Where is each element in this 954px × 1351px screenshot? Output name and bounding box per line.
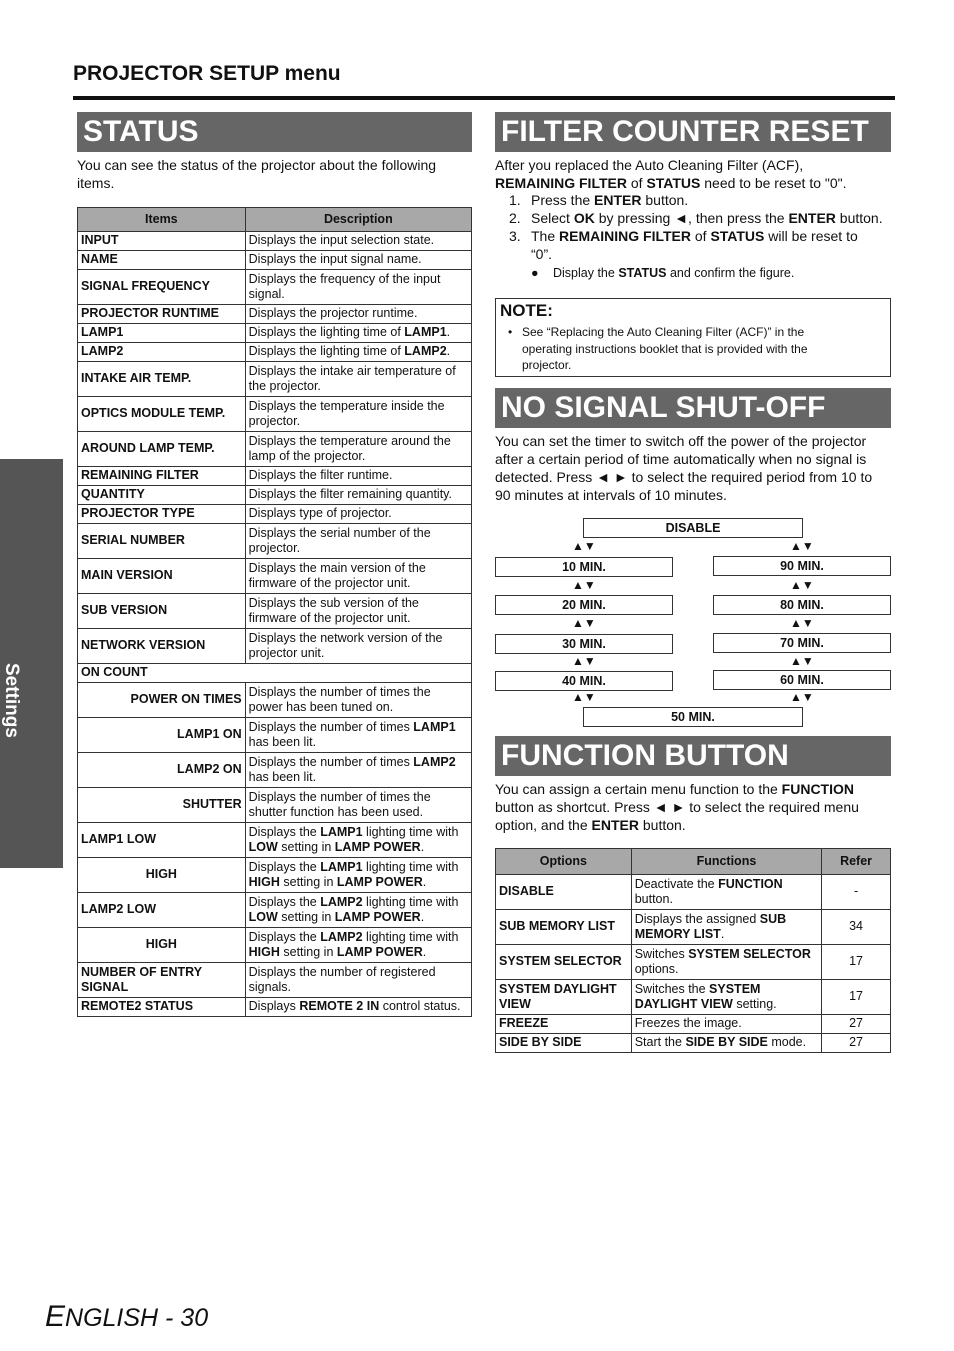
header-rule	[73, 96, 895, 100]
desc-text: setting in	[279, 875, 337, 889]
desc-bold: LAMP1	[413, 719, 456, 734]
up-down-arrows-icon: ▲▼	[572, 616, 596, 630]
function-heading: FUNCTION BUTTON	[495, 736, 891, 776]
function-desc	[631, 1015, 821, 1034]
function-option: SYSTEM DAYLIGHT VIEW	[496, 980, 632, 1015]
status-desc	[245, 343, 471, 362]
bullet-bold: STATUS	[618, 266, 667, 280]
function-intro-line2: button as shortcut. Press ◄ ► to select the required menu	[495, 799, 859, 815]
intro-text: You can assign a certain menu function to the	[495, 781, 782, 797]
status-item: MAIN VERSION	[78, 559, 246, 594]
desc-text: Displays the	[248, 859, 321, 874]
desc-bold: LOW	[248, 910, 278, 924]
filter-heading: FILTER COUNTER RESET	[495, 112, 891, 152]
diagram-box-50: 50 MIN.	[583, 707, 803, 727]
status-desc	[245, 823, 471, 858]
desc-text: lighting time with	[362, 824, 459, 839]
step-bold: STATUS	[710, 228, 765, 244]
desc-text: setting in	[277, 840, 335, 854]
step-bold: REMAINING FILTER	[559, 228, 691, 244]
status-desc: Displays the number of times the power has been tuned on.	[245, 683, 471, 718]
function-desc	[631, 980, 821, 1015]
diagram-box-left: 20 MIN.	[495, 595, 673, 615]
desc-text: Displays the lighting time of	[248, 325, 405, 340]
desc-text: control status.	[379, 999, 461, 1014]
status-desc: Displays the main version of the firmware of the projector unit.	[245, 559, 471, 594]
status-item: LAMP2 LOW	[78, 893, 246, 928]
desc-bold: LAMP1	[320, 824, 363, 839]
bullet-text: Display the	[553, 266, 619, 280]
desc-bold: LOW	[248, 840, 278, 854]
step-text: Select	[531, 210, 574, 226]
desc-text: lighting time with	[362, 859, 459, 874]
up-down-arrows-icon: ▲▼	[790, 690, 814, 704]
intro-bold: ENTER	[591, 817, 639, 833]
step-text: button.	[835, 210, 883, 226]
status-desc: Displays the input signal name.	[245, 251, 471, 270]
diagram-box-left: 30 MIN.	[495, 634, 673, 654]
desc-text: setting.	[732, 997, 777, 1011]
desc-text: lighting time with	[362, 894, 459, 909]
desc-text: .	[422, 945, 427, 959]
intro-text: option, and the	[495, 817, 592, 833]
status-item: LAMP1 ON	[78, 718, 246, 753]
footer-initial: E	[45, 1300, 66, 1333]
desc-bold: LAMP POWER	[336, 875, 423, 889]
nosignal-text: You can set the timer to switch off the power of the projector after a certain period of time automatically when no signal is detected. Press ◄ ► to select the required period from 10 to 90 minutes at intervals of 10 minutes.	[495, 433, 873, 503]
side-tab-label: Settings	[1, 663, 22, 738]
desc-text: Displays the number of times	[248, 754, 414, 769]
status-item: LAMP1 LOW	[78, 823, 246, 858]
status-desc: Displays the number of registered signals.	[245, 963, 471, 998]
status-item: LAMP2	[78, 343, 246, 362]
desc-text: Displays the	[248, 929, 321, 944]
desc-bold: HIGH	[248, 875, 280, 889]
desc-text: Freezes the image.	[634, 1016, 742, 1031]
step-text: button.	[641, 192, 689, 208]
status-item: POWER ON TIMES	[78, 683, 246, 718]
desc-bold: LAMP POWER	[334, 910, 421, 924]
filter-intro-line2	[495, 175, 891, 193]
step-number: 2.	[509, 210, 521, 226]
diagram-box-left: 10 MIN.	[495, 557, 673, 577]
status-item: INTAKE AIR TEMP.	[78, 362, 246, 397]
function-desc	[631, 910, 821, 945]
desc-bold: LAMP POWER	[336, 945, 423, 959]
status-item: HIGH	[78, 928, 246, 963]
status-col-description: Description	[245, 208, 471, 232]
desc-text: .	[422, 875, 427, 889]
status-desc: Displays the intake air temperature of the projector.	[245, 362, 471, 397]
intro-text: of	[626, 174, 647, 191]
step-number: 1.	[509, 192, 521, 208]
filter-step-3-line2: “0”.	[531, 246, 552, 262]
status-table	[77, 207, 472, 1017]
step-bold: OK	[573, 210, 595, 226]
up-down-arrows-icon: ▲▼	[572, 539, 596, 553]
desc-text: mode.	[767, 1035, 807, 1050]
function-option: SYSTEM SELECTOR	[496, 945, 632, 980]
function-desc	[631, 945, 821, 980]
footer-text: NGLISH - 30	[65, 1304, 209, 1332]
step-bold: ENTER	[594, 192, 642, 208]
desc-text: Displays the lighting time of	[248, 344, 405, 359]
status-col-items: Items	[78, 208, 246, 232]
function-option: SIDE BY SIDE	[496, 1034, 632, 1053]
desc-text: has been lit.	[248, 770, 317, 784]
bullet-text: and confirm the figure.	[666, 266, 795, 280]
desc-bold: LAMP2	[404, 344, 447, 359]
desc-bold: LAMP2	[413, 754, 456, 769]
filter-step-3	[509, 227, 894, 245]
desc-bold: FUNCTION	[718, 876, 783, 891]
filter-sub-bullet	[509, 264, 894, 282]
desc-bold: LAMP1	[404, 325, 447, 340]
status-item: REMOTE2 STATUS	[78, 998, 246, 1017]
desc-text: options.	[634, 962, 679, 976]
status-heading: STATUS	[77, 112, 472, 152]
filter-step-2	[509, 209, 894, 227]
filter-step-1	[509, 191, 894, 209]
up-down-arrows-icon: ▲▼	[790, 654, 814, 668]
status-item: PROJECTOR TYPE	[78, 505, 246, 524]
status-desc: Displays the filter runtime.	[245, 467, 471, 486]
filter-intro-line1: After you replaced the Auto Cleaning Filter (ACF),	[495, 157, 804, 173]
diagram-box-right: 90 MIN.	[713, 556, 891, 576]
status-item: INPUT	[78, 232, 246, 251]
diagram-box-right: 80 MIN.	[713, 595, 891, 615]
desc-bold: REMOTE 2 IN	[299, 999, 380, 1014]
desc-text: Displays the assigned	[634, 911, 760, 926]
filter-intro	[495, 157, 891, 192]
status-desc: Displays the number of times the shutter function has been used.	[245, 788, 471, 823]
desc-text: .	[420, 840, 425, 854]
status-desc	[245, 928, 471, 963]
desc-bold: LAMP2	[320, 929, 363, 944]
desc-text: setting in	[277, 910, 335, 924]
desc-bold: SUB MEMORY LIST	[634, 911, 787, 941]
desc-text: Deactivate the	[634, 876, 719, 891]
status-desc	[245, 858, 471, 893]
note-title: NOTE:	[500, 301, 553, 320]
up-down-arrows-icon: ▲▼	[790, 616, 814, 630]
note-line: operating instructions booklet that is provided with the	[522, 341, 808, 356]
intro-bold: REMAINING FILTER	[495, 174, 627, 191]
up-down-arrows-icon: ▲▼	[790, 539, 814, 553]
desc-text: .	[720, 927, 725, 941]
status-desc: Displays the temperature inside the projector.	[245, 397, 471, 432]
diagram-box-left: 40 MIN.	[495, 671, 673, 691]
status-desc: Displays the serial number of the projector.	[245, 524, 471, 559]
desc-text: Displays	[248, 999, 300, 1014]
function-col-refer: Refer	[822, 849, 891, 875]
status-item: QUANTITY	[78, 486, 246, 505]
status-item: NUMBER OF ENTRY SIGNAL	[78, 963, 246, 998]
function-refer: 17	[822, 945, 891, 980]
desc-bold: SYSTEM DAYLIGHT VIEW	[634, 981, 761, 1011]
function-desc	[631, 1034, 821, 1053]
intro-bold: STATUS	[646, 174, 701, 191]
status-item: HIGH	[78, 858, 246, 893]
status-desc: Displays the input selection state.	[245, 232, 471, 251]
function-intro-line1	[495, 780, 891, 798]
step-text: of	[690, 228, 711, 244]
step-text: will be reset to	[764, 228, 858, 244]
status-item: ON COUNT	[78, 664, 472, 683]
diagram-box-right: 60 MIN.	[713, 670, 891, 690]
status-item: SUB VERSION	[78, 594, 246, 629]
up-down-arrows-icon: ▲▼	[572, 690, 596, 704]
desc-text: button.	[634, 892, 673, 906]
page-footer	[45, 1300, 208, 1334]
desc-text: Displays the number of times	[248, 719, 414, 734]
filter-steps	[509, 191, 894, 282]
status-item: LAMP2 ON	[78, 753, 246, 788]
function-refer: 17	[822, 980, 891, 1015]
step-text: The	[531, 228, 560, 244]
desc-bold: HIGH	[248, 945, 280, 959]
function-col-options: Options	[496, 849, 632, 875]
status-desc: Displays the filter remaining quantity.	[245, 486, 471, 505]
desc-bold: LAMP2	[320, 894, 363, 909]
desc-text: .	[446, 325, 451, 340]
desc-bold: LAMP POWER	[334, 840, 421, 854]
function-option: DISABLE	[496, 875, 632, 910]
status-desc: Displays type of projector.	[245, 505, 471, 524]
desc-bold: SYSTEM SELECTOR	[688, 946, 811, 961]
desc-text: Switches the	[634, 981, 710, 996]
desc-text: has been lit.	[248, 735, 317, 749]
desc-text: .	[446, 344, 451, 359]
status-item: REMAINING FILTER	[78, 467, 246, 486]
function-refer: -	[822, 875, 891, 910]
status-desc: Displays the sub version of the firmware of the projector unit.	[245, 594, 471, 629]
status-desc: Displays the frequency of the input signal.	[245, 270, 471, 305]
desc-text: lighting time with	[362, 929, 459, 944]
bullet-dot-icon: ●	[531, 266, 539, 280]
nosignal-heading: NO SIGNAL SHUT-OFF	[495, 388, 891, 428]
status-desc: Displays the network version of the projector unit.	[245, 629, 471, 664]
step-number: 3.	[509, 228, 521, 244]
status-item: LAMP1	[78, 324, 246, 343]
status-item: OPTICS MODULE TEMP.	[78, 397, 246, 432]
status-desc	[245, 893, 471, 928]
desc-text: Displays the	[248, 824, 321, 839]
status-item: SERIAL NUMBER	[78, 524, 246, 559]
status-intro: You can see the status of the projector about the following items.	[77, 157, 437, 191]
status-desc	[245, 324, 471, 343]
diagram-box-disable: DISABLE	[583, 518, 803, 538]
function-option: FREEZE	[496, 1015, 632, 1034]
function-refer: 27	[822, 1034, 891, 1053]
up-down-arrows-icon: ▲▼	[572, 578, 596, 592]
function-refer: 34	[822, 910, 891, 945]
status-desc	[245, 753, 471, 788]
step-bold: ENTER	[788, 210, 836, 226]
step-text: by pressing ◄, then press the	[594, 210, 789, 226]
function-refer: 27	[822, 1015, 891, 1034]
function-table	[495, 848, 891, 1053]
status-desc	[245, 998, 471, 1017]
intro-text: button.	[638, 817, 686, 833]
desc-text: Start the	[634, 1035, 686, 1050]
status-item: NETWORK VERSION	[78, 629, 246, 664]
status-item: AROUND LAMP TEMP.	[78, 432, 246, 467]
intro-text: need to be reset to "0".	[700, 174, 847, 191]
diagram-box-right: 70 MIN.	[713, 633, 891, 653]
status-item: SHUTTER	[78, 788, 246, 823]
bullet-icon: •	[508, 325, 513, 339]
function-desc	[631, 875, 821, 910]
intro-bold: FUNCTION	[781, 781, 854, 797]
note-line: See “Replacing the Auto Cleaning Filter (ACF)” in the	[522, 325, 805, 339]
status-desc: Displays the projector runtime.	[245, 305, 471, 324]
status-item: PROJECTOR RUNTIME	[78, 305, 246, 324]
desc-text: Displays the	[248, 894, 321, 909]
desc-text: .	[420, 910, 425, 924]
function-option: SUB MEMORY LIST	[496, 910, 632, 945]
function-intro	[495, 780, 891, 834]
status-desc	[245, 718, 471, 753]
step-text: Press the	[531, 192, 595, 208]
up-down-arrows-icon: ▲▼	[572, 654, 596, 668]
note-box	[495, 298, 891, 377]
function-col-functions: Functions	[631, 849, 821, 875]
note-body	[508, 324, 882, 374]
desc-bold: SIDE BY SIDE	[685, 1035, 768, 1050]
desc-bold: LAMP1	[320, 859, 363, 874]
up-down-arrows-icon: ▲▼	[790, 578, 814, 592]
status-item: SIGNAL FREQUENCY	[78, 270, 246, 305]
desc-text: Switches	[634, 946, 689, 961]
desc-text: setting in	[279, 945, 337, 959]
status-item: NAME	[78, 251, 246, 270]
page-header-title: PROJECTOR SETUP menu	[73, 62, 341, 85]
note-line: projector.	[522, 358, 572, 372]
status-desc: Displays the temperature around the lamp of the projector.	[245, 432, 471, 467]
function-intro-line3	[495, 816, 891, 834]
